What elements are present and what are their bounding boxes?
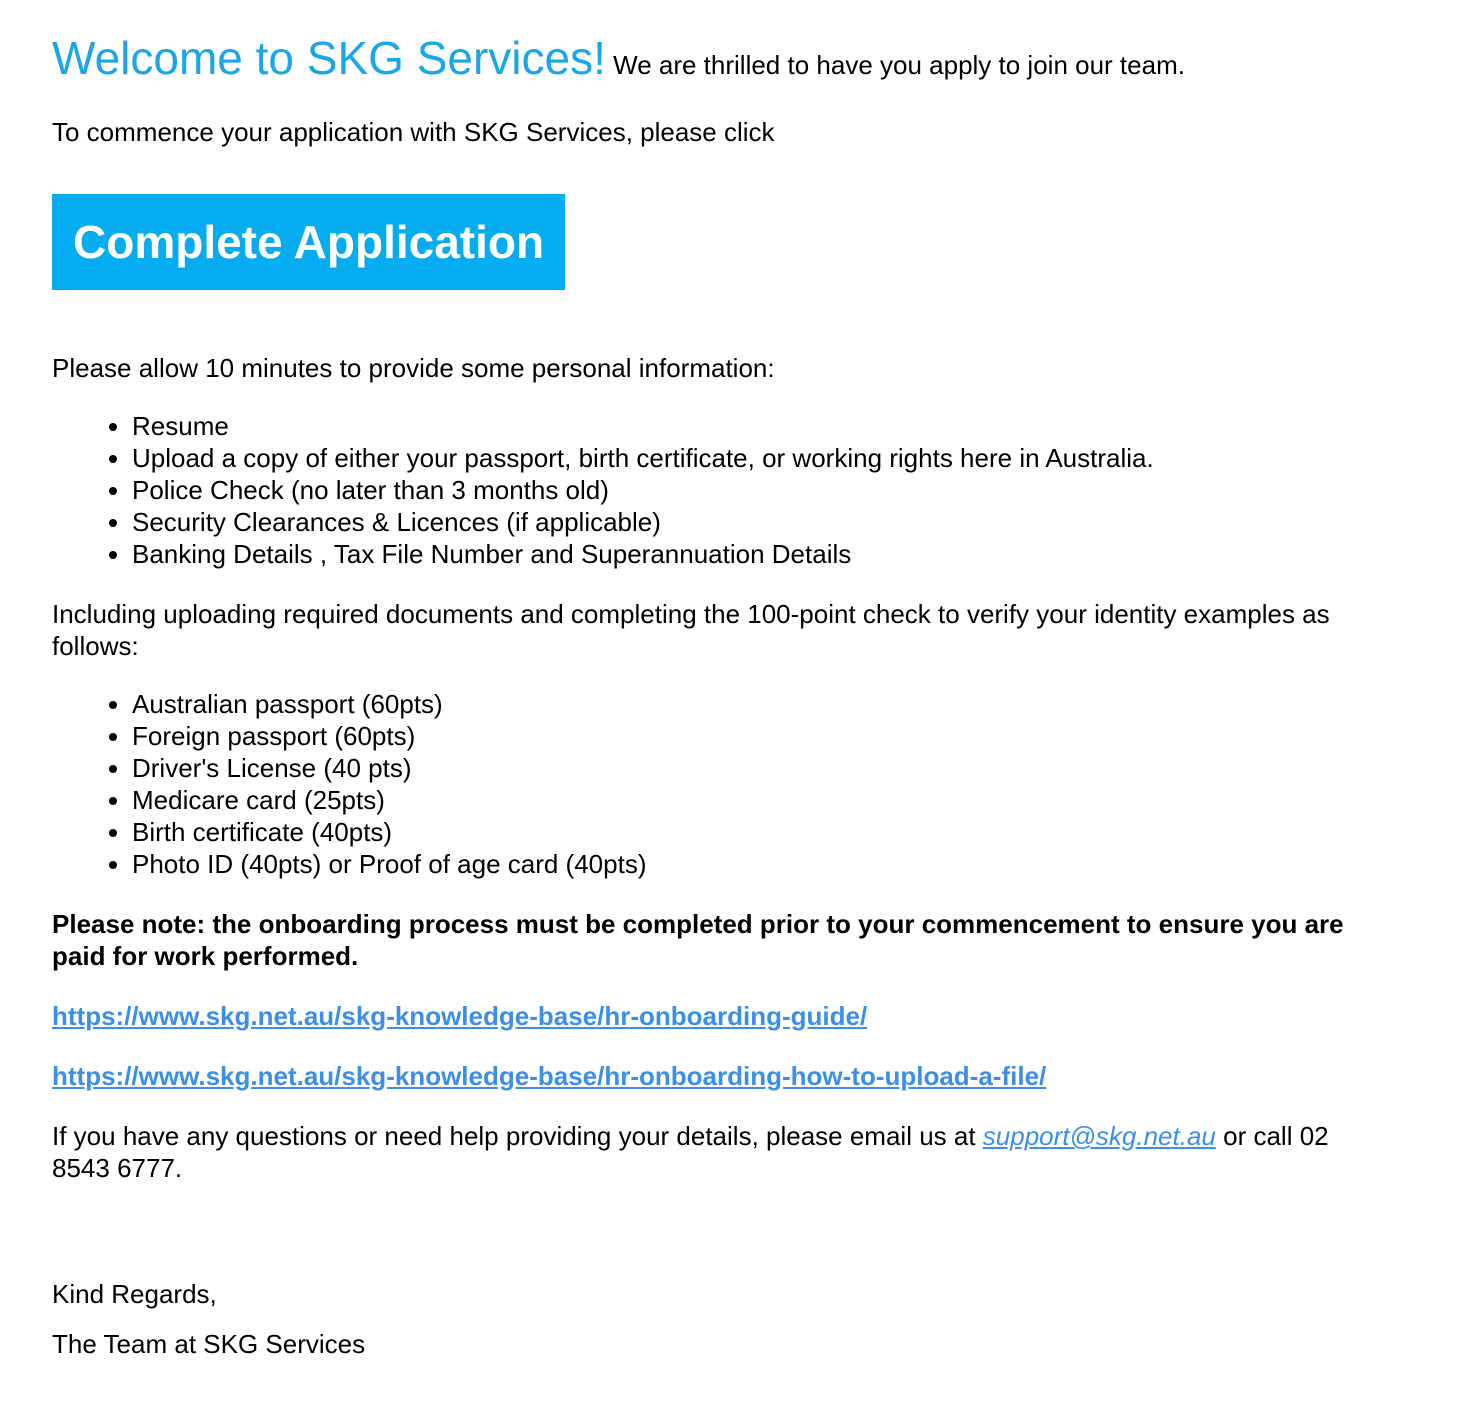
list-item: • Driver's License (40 pts) [132, 752, 1372, 784]
onboarding-guide-link[interactable]: https://www.skg.net.au/skg-knowledge-base/hr-onboarding-guide/ [52, 1001, 868, 1031]
including-text: Including uploading required documents and completing the 100-point check to verify your identity examples as follows: [52, 599, 1330, 661]
list-item: • Security Clearances & Licences (if applicable) [132, 506, 1372, 538]
support-email-link[interactable]: support@skg.net.au [982, 1121, 1216, 1151]
list-item: • Foreign passport (60pts) [132, 720, 1372, 752]
welcome-intro: We are thrilled to have you apply to join our team. [613, 50, 1185, 80]
onboarding-note: Please note: the onboarding process must be completed prior to your commencement to ensure you are paid for work performed. [52, 909, 1344, 971]
list-item: • Medicare card (25pts) [132, 784, 1372, 816]
list-item: • Banking Details , Tax File Number and Superannuation Details [132, 538, 1372, 570]
list-item: • Birth certificate (40pts) [132, 816, 1372, 848]
sign-off-team: The Team at SKG Services [52, 1329, 366, 1359]
welcome-heading: Welcome to SKG Services! [52, 32, 606, 84]
list-item: • Resume [132, 410, 1372, 442]
list-item: • Photo ID (40pts) or Proof of age card (40pts) [132, 848, 1372, 880]
commence-text: To commence your application with SKG Services, please click [52, 117, 775, 147]
sign-off-regards: Kind Regards, [52, 1279, 217, 1309]
welcome-line [52, 22, 1372, 94]
id-list [52, 688, 1372, 880]
complete-application-button[interactable]: Complete Application [52, 194, 565, 290]
list-item: • Upload a copy of either your passport, birth certificate, or working rights here in Australia. [132, 442, 1372, 474]
info-list [52, 410, 1372, 570]
list-item: • Police Check (no later than 3 months old) [132, 474, 1372, 506]
upload-file-guide-link[interactable]: https://www.skg.net.au/skg-knowledge-base/hr-onboarding-how-to-upload-a-file/ [52, 1061, 1047, 1091]
questions-after: or call 02 8543 6777. [52, 1121, 1329, 1183]
allow-text: Please allow 10 minutes to provide some personal information: [52, 353, 775, 383]
questions-text [52, 1120, 1372, 1184]
list-item: • Australian passport (60pts) [132, 688, 1372, 720]
questions-before: If you have any questions or need help providing your details, please email us at [52, 1121, 983, 1151]
